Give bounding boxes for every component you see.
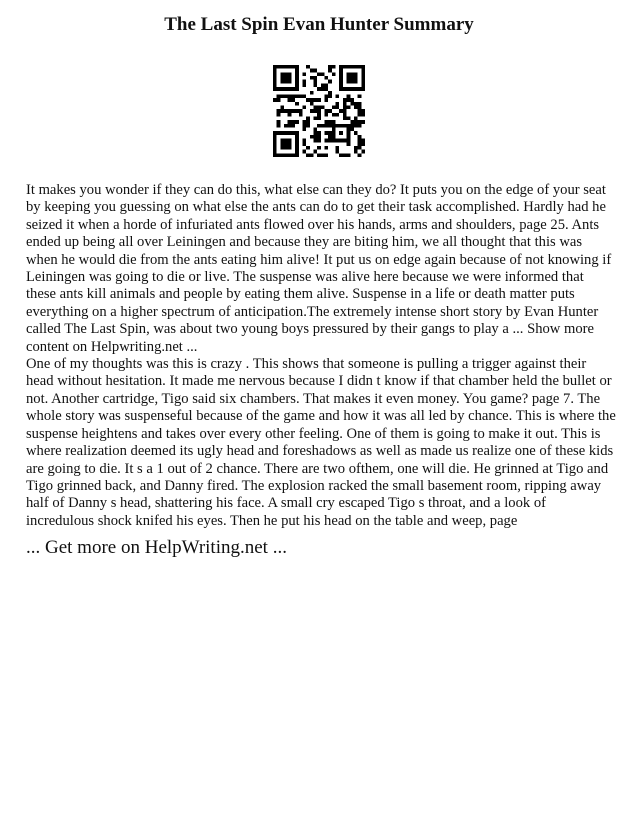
qr-code-graphic: [273, 65, 365, 157]
qr-module: [328, 135, 332, 139]
qr-module: [288, 109, 292, 113]
qr-module: [313, 69, 317, 73]
qr-module: [277, 120, 281, 124]
qr-module: [302, 105, 306, 109]
qr-module: [302, 83, 306, 87]
qr-module: [302, 150, 306, 154]
qr-module: [295, 94, 299, 98]
qr-module: [350, 120, 354, 124]
qr-module: [361, 150, 365, 154]
qr-module: [306, 153, 310, 157]
qr-module: [321, 105, 325, 109]
qr-module: [361, 113, 365, 117]
qr-module: [325, 109, 329, 113]
qr-module: [280, 139, 291, 150]
qr-module: [358, 109, 362, 113]
qr-module: [339, 131, 343, 135]
qr-module: [325, 83, 329, 87]
qr-module: [302, 80, 306, 84]
qr-module: [313, 76, 317, 80]
qr-module: [280, 94, 284, 98]
qr-module: [321, 87, 325, 91]
qr-module: [299, 113, 303, 117]
qr-module: [336, 105, 340, 109]
qr-module: [343, 113, 347, 117]
qr-module: [317, 117, 321, 121]
qr-module: [328, 94, 332, 98]
qr-module: [358, 146, 362, 150]
qr-module: [354, 120, 358, 124]
qr-module: [347, 105, 351, 109]
qr-module: [350, 98, 354, 102]
qr-module: [317, 146, 321, 150]
summary-paragraph-2: One of my thoughts was this is crazy . This shows that someone is pulling a trigger against their head without hesitation. It made me nervous because I didn t know if that chamber held the bullet or not. Another cartridge, Tigo said six chambers. That makes it even money. You game? page 7. The whole story was suspenseful because of the game and how it was all led by chance. This is where the suspense heightens and takes over every other feeling. One of them is going to make it out. This is where realization deemed its ugly head and foreshadows as well as made us realize one of these kids are going to die. It s a 1 out of 2 chance. There are two ofthem, one will die. He grinned at Tigo and Tigo grinned back, and Danny fired. The explosion racked the small basement room, ripping away half of Danny s head, shattering his face. A small cry escaped Tigo s throat, and a look of incredulous shock knifed his eyes. Then he put his head on the table and weep, page: [26, 356, 616, 529]
qr-module: [295, 109, 299, 113]
qr-module: [325, 120, 329, 124]
qr-module: [336, 150, 340, 154]
qr-module: [350, 128, 354, 132]
qr-module: [317, 135, 321, 139]
qr-module: [317, 98, 321, 102]
qr-module: [332, 113, 336, 117]
qr-module: [306, 98, 310, 102]
qr-module: [328, 124, 332, 128]
qr-module: [354, 131, 358, 135]
qr-module: [310, 76, 314, 80]
qr-module: [354, 105, 358, 109]
qr-module: [321, 72, 325, 76]
qr-module: [332, 72, 336, 76]
qr-code: [273, 65, 365, 157]
qr-module: [313, 98, 317, 102]
qr-module: [288, 113, 292, 117]
qr-module: [343, 105, 347, 109]
qr-module: [321, 153, 325, 157]
qr-module: [358, 113, 362, 117]
qr-module: [299, 109, 303, 113]
qr-module: [291, 98, 295, 102]
qr-module: [325, 153, 329, 157]
qr-module: [310, 109, 314, 113]
qr-module: [350, 124, 354, 128]
qr-module: [291, 94, 295, 98]
qr-module: [310, 102, 314, 106]
qr-module: [310, 135, 314, 139]
qr-module: [277, 113, 281, 117]
qr-module: [313, 135, 317, 139]
qr-module: [358, 153, 362, 157]
qr-module: [302, 124, 306, 128]
qr-module: [354, 150, 358, 154]
qr-module: [302, 142, 306, 146]
qr-module: [291, 124, 295, 128]
qr-module: [325, 131, 329, 135]
qr-module: [358, 105, 362, 109]
qr-module: [280, 105, 284, 109]
qr-module: [354, 117, 358, 121]
qr-module: [317, 105, 321, 109]
qr-module: [358, 142, 362, 146]
qr-module: [347, 153, 351, 157]
qr-module: [313, 131, 317, 135]
qr-module: [317, 139, 321, 143]
qr-module: [358, 139, 362, 143]
qr-module: [325, 124, 329, 128]
qr-module: [361, 139, 365, 143]
qr-module: [325, 87, 329, 91]
qr-module: [284, 109, 288, 113]
qr-module: [317, 153, 321, 157]
qr-module: [317, 113, 321, 117]
qr-module: [310, 98, 314, 102]
qr-module: [354, 146, 358, 150]
qr-module: [302, 120, 306, 124]
qr-module: [288, 120, 292, 124]
qr-module: [280, 109, 284, 113]
qr-module: [317, 131, 321, 135]
qr-module: [277, 94, 281, 98]
qr-module: [336, 94, 340, 98]
qr-module: [313, 150, 317, 154]
qr-module: [328, 109, 332, 113]
qr-module: [288, 94, 292, 98]
qr-module: [325, 139, 329, 143]
qr-module: [325, 98, 329, 102]
qr-module: [332, 65, 336, 69]
qr-module: [358, 94, 362, 98]
qr-module: [310, 91, 314, 95]
qr-module: [313, 128, 317, 132]
qr-module: [321, 83, 325, 87]
qr-module: [347, 117, 351, 121]
qr-module: [343, 153, 347, 157]
qr-module: [306, 117, 310, 121]
qr-module: [295, 120, 299, 124]
qr-module: [358, 120, 362, 124]
qr-module: [317, 87, 321, 91]
qr-module: [284, 94, 288, 98]
qr-module: [332, 105, 336, 109]
qr-module: [302, 72, 306, 76]
qr-module: [339, 109, 343, 113]
qr-module: [336, 102, 340, 106]
qr-module: [277, 98, 281, 102]
qr-module: [321, 124, 325, 128]
qr-module: [306, 124, 310, 128]
qr-module: [325, 94, 329, 98]
qr-module: [313, 83, 317, 87]
qr-module: [325, 76, 329, 80]
qr-module: [328, 80, 332, 84]
qr-module: [313, 117, 317, 121]
qr-module: [350, 102, 354, 106]
qr-module: [317, 109, 321, 113]
qr-module: [299, 94, 303, 98]
qr-module: [288, 124, 292, 128]
qr-module: [358, 135, 362, 139]
qr-module: [347, 142, 351, 146]
document-title: The Last Spin Evan Hunter Summary: [164, 14, 474, 35]
qr-module: [354, 124, 358, 128]
qr-module: [302, 128, 306, 132]
qr-module: [313, 109, 317, 113]
qr-module: [325, 113, 329, 117]
qr-module: [358, 102, 362, 106]
qr-module: [336, 146, 340, 150]
qr-module: [313, 139, 317, 143]
qr-module: [280, 72, 291, 83]
qr-module: [328, 65, 332, 69]
qr-module: [273, 98, 277, 102]
qr-module: [313, 80, 317, 84]
qr-module: [328, 120, 332, 124]
qr-module: [277, 124, 281, 128]
qr-module: [347, 98, 351, 102]
qr-module: [295, 102, 299, 106]
qr-module: [302, 139, 306, 143]
qr-module: [328, 91, 332, 95]
summary-body: [26, 182, 616, 530]
qr-module: [288, 98, 292, 102]
qr-module: [317, 124, 321, 128]
qr-module: [328, 69, 332, 73]
qr-module: [306, 120, 310, 124]
qr-module: [306, 146, 310, 150]
qr-module: [284, 124, 288, 128]
qr-module: [306, 65, 310, 69]
qr-module: [277, 109, 281, 113]
qr-module: [343, 98, 347, 102]
qr-module: [358, 124, 362, 128]
qr-module: [347, 94, 351, 98]
qr-module: [339, 153, 343, 157]
qr-module: [317, 72, 321, 76]
qr-module: [302, 94, 306, 98]
qr-module: [354, 102, 358, 106]
qr-module: [310, 153, 314, 157]
get-more-link[interactable]: ... Get more on HelpWriting.net ...: [26, 537, 287, 558]
qr-module: [325, 146, 329, 150]
qr-module: [328, 139, 332, 143]
qr-module: [343, 117, 347, 121]
qr-module: [291, 109, 295, 113]
qr-module: [332, 120, 336, 124]
qr-module: [343, 102, 347, 106]
qr-module: [336, 113, 340, 117]
qr-module: [347, 72, 358, 83]
qr-module: [361, 142, 365, 146]
qr-module: [361, 120, 365, 124]
qr-module: [361, 109, 365, 113]
qr-module: [313, 105, 317, 109]
qr-module: [328, 131, 332, 135]
qr-module: [343, 109, 347, 113]
summary-paragraph-1: It makes you wonder if they can do this, what else can they do? It puts you on the edge of your seat by keeping you guessing on what else the ants can do to get their task accomplished. Hardly had he seized it when a horde of infuriated ants flowed over his hands, arms and shoulders, page 25. Ants ended up being all over Leiningen and because they are biting him, we all thought that this was when he would die from the ants eating him alive! It put us on edge again because of not knowing if Leiningen was going to die or live. The suspense was alive here because we were informed that these ants kill animals and people by eating them alive. Suspense in a life or death matter puts everything on a higher spectrum of anticipation.The extremely intense short story by Evan Hunter called The Last Spin, was about two young boys pressured by their gangs to play a ... Show more content on Helpwriting.net ...: [26, 182, 612, 355]
qr-module: [310, 69, 314, 73]
qr-module: [291, 120, 295, 124]
